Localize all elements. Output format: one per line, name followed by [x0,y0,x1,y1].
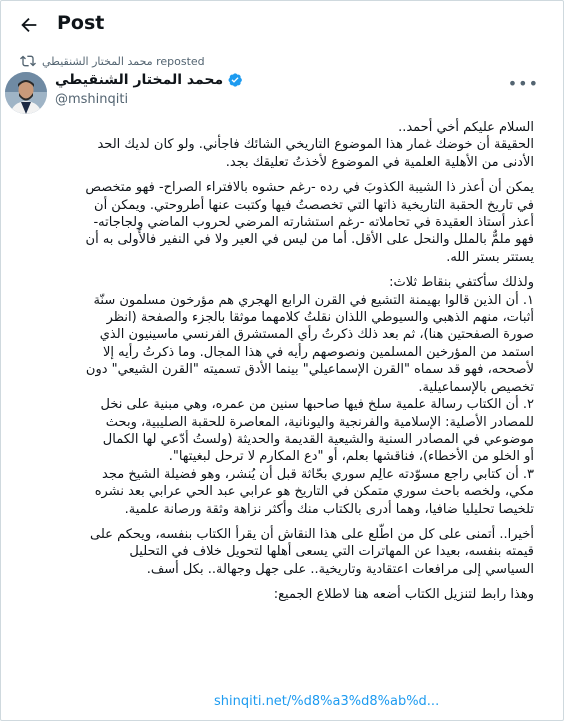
repost-indicator [20,53,205,69]
author-name-row[interactable] [55,72,243,88]
post-line: قيمته بنفسه، بعيدا عن المهاترات التي يسعى أهلها لتحويل خلاف في التحليل [129,544,534,560]
paragraph-gap [14,578,534,586]
post-line: في تاريخ الحقبة التاريخية ذاتها التي تخصصتُ فيها وكتبت عنها أطروحتي. ويمكن أن [94,197,534,213]
post-line: مكي، ولخصه باحث سوري متمكن في التاريخ هو عرابي عبد الحي عرابي بعد نشره [94,484,534,500]
verified-badge-icon [227,72,243,88]
post-line: أو الخلو من الأخطاء)، فناقشها بعلم، أو "دع المكارم لا ترحل لبغيتها". [168,449,534,465]
top-bar [0,0,564,52]
more-icon[interactable]: ••• [507,74,539,93]
author-name[interactable]: محمد المختار الشنقيطي [55,72,224,88]
post-line: يستتر بستر الله. [446,249,534,265]
post-line: تخصيص بالإسماعيلية. [418,379,534,395]
post-line: للمصادر الأصلية: الإسلامية والفرنجية واليونانية، المعاصرة للحقبة الصليبية، وبحث [105,414,534,430]
avatar-image [5,72,47,114]
repost-label: محمد المختار الشنقيطي reposted [42,54,205,68]
post-line: ولذلك سأكتفي بنقاط ثلاث: [389,275,534,291]
post-line: وهذا رابط لتنزيل الكتاب أضعه هنا لاطلاع الجميع: [273,587,534,603]
post-line: موضوعي في المصادر السنية والشيعية القديمة والحديثة (ولستُ أدّعي لها الكمال [102,431,534,447]
post-line: ١. أن الذين قالوا بهيمنة التشيع في القرن الرابع الهجري هم مؤرخون مسلمون سنّة [93,292,534,308]
arrow-left-icon[interactable] [18,14,40,36]
post-line: لأصححه، فهو قد سماه "القرن الإسماعيلي" بينما الأدق تسميته "القرن الشيعي" دون [85,362,534,378]
page-title: Post [57,12,105,34]
book-download-link[interactable]: shinqiti.net/%d8%a3%d8%ab%d... [214,694,440,709]
post-line: تلخيصا تحليليا ضافيا، وهما أدرى بالكتاب منك وأكثر نزاهة وثقة ورصانة علمية. [124,501,534,517]
paragraph-gap [14,518,534,526]
paragraph-gap [14,171,534,179]
post-line: السلام عليكم أخي أحمد.. [398,120,534,135]
post-line: فهو ملمٌّ بالملل والنحل على الأقل. أما من ليس في العير ولا في النفير فالأَولى به أن [85,232,534,248]
post-line: ٣. أن كتابي راجع مسوّدته عالِم سوري بحّاثة قبل أن يُنشر، وهو فضيلة الشيخ مجد [102,466,534,482]
post-line: الحقيقة أن خوضك غمار هذا الموضوع التاريخي الشائك فاجأني. ولو كان لديك الحد [97,137,534,153]
post-line: أثبات، منهم الذهبي والسيوطي اللذان نقلتُ كلامهما موثقا بالجزء والصفحة (انظر [106,310,534,326]
repost-icon [20,53,36,69]
post-line: أعذر أستاذ العقيدة في تحاملاته -رغم استشارته المرضي لحروب الماضي ولجاجاته- [93,215,534,231]
post-line: ٢. أن الكتاب رسالة علمية سلخ فيها صاحبها سنين من عمره، وهي مبنية على نخل [100,397,534,413]
avatar[interactable] [5,72,47,114]
paragraph-gap [14,266,534,274]
author-handle[interactable]: @mshinqiti [55,92,129,107]
post-line: استمد من المؤرخين المسلمين ونصوصهم رأيه في هذا المجال. وما ذكرتُ رأيه إلا [103,344,534,360]
post-text [14,119,534,604]
post-line: يمكن أن أعذر ذا الشيبة الكذوبَ في رده -رغم حشوه بالافتراء الصراح- فهو متخصص [85,180,534,196]
post-line: السياسي إلى مرافعات اعتقادية وتاريخية.. على جهل وجهالة.. بكل أسف. [146,561,534,577]
post-line: أخيرا.. أتمنى على كل من اطّلع على هذا النقاش أن يقرأ الكتاب بنفسه، ويحكم على [90,526,534,542]
post-line: الأدنى من الأهلية العلمية في الموضوع لأخذتُ تعليقك بجد. [225,154,534,170]
post-line: صورة الصفحتين هنا)، ثم بعد ذلك ذكرتُ رأي المستشرق الفرنسي ماسينيون الذي [99,327,534,343]
